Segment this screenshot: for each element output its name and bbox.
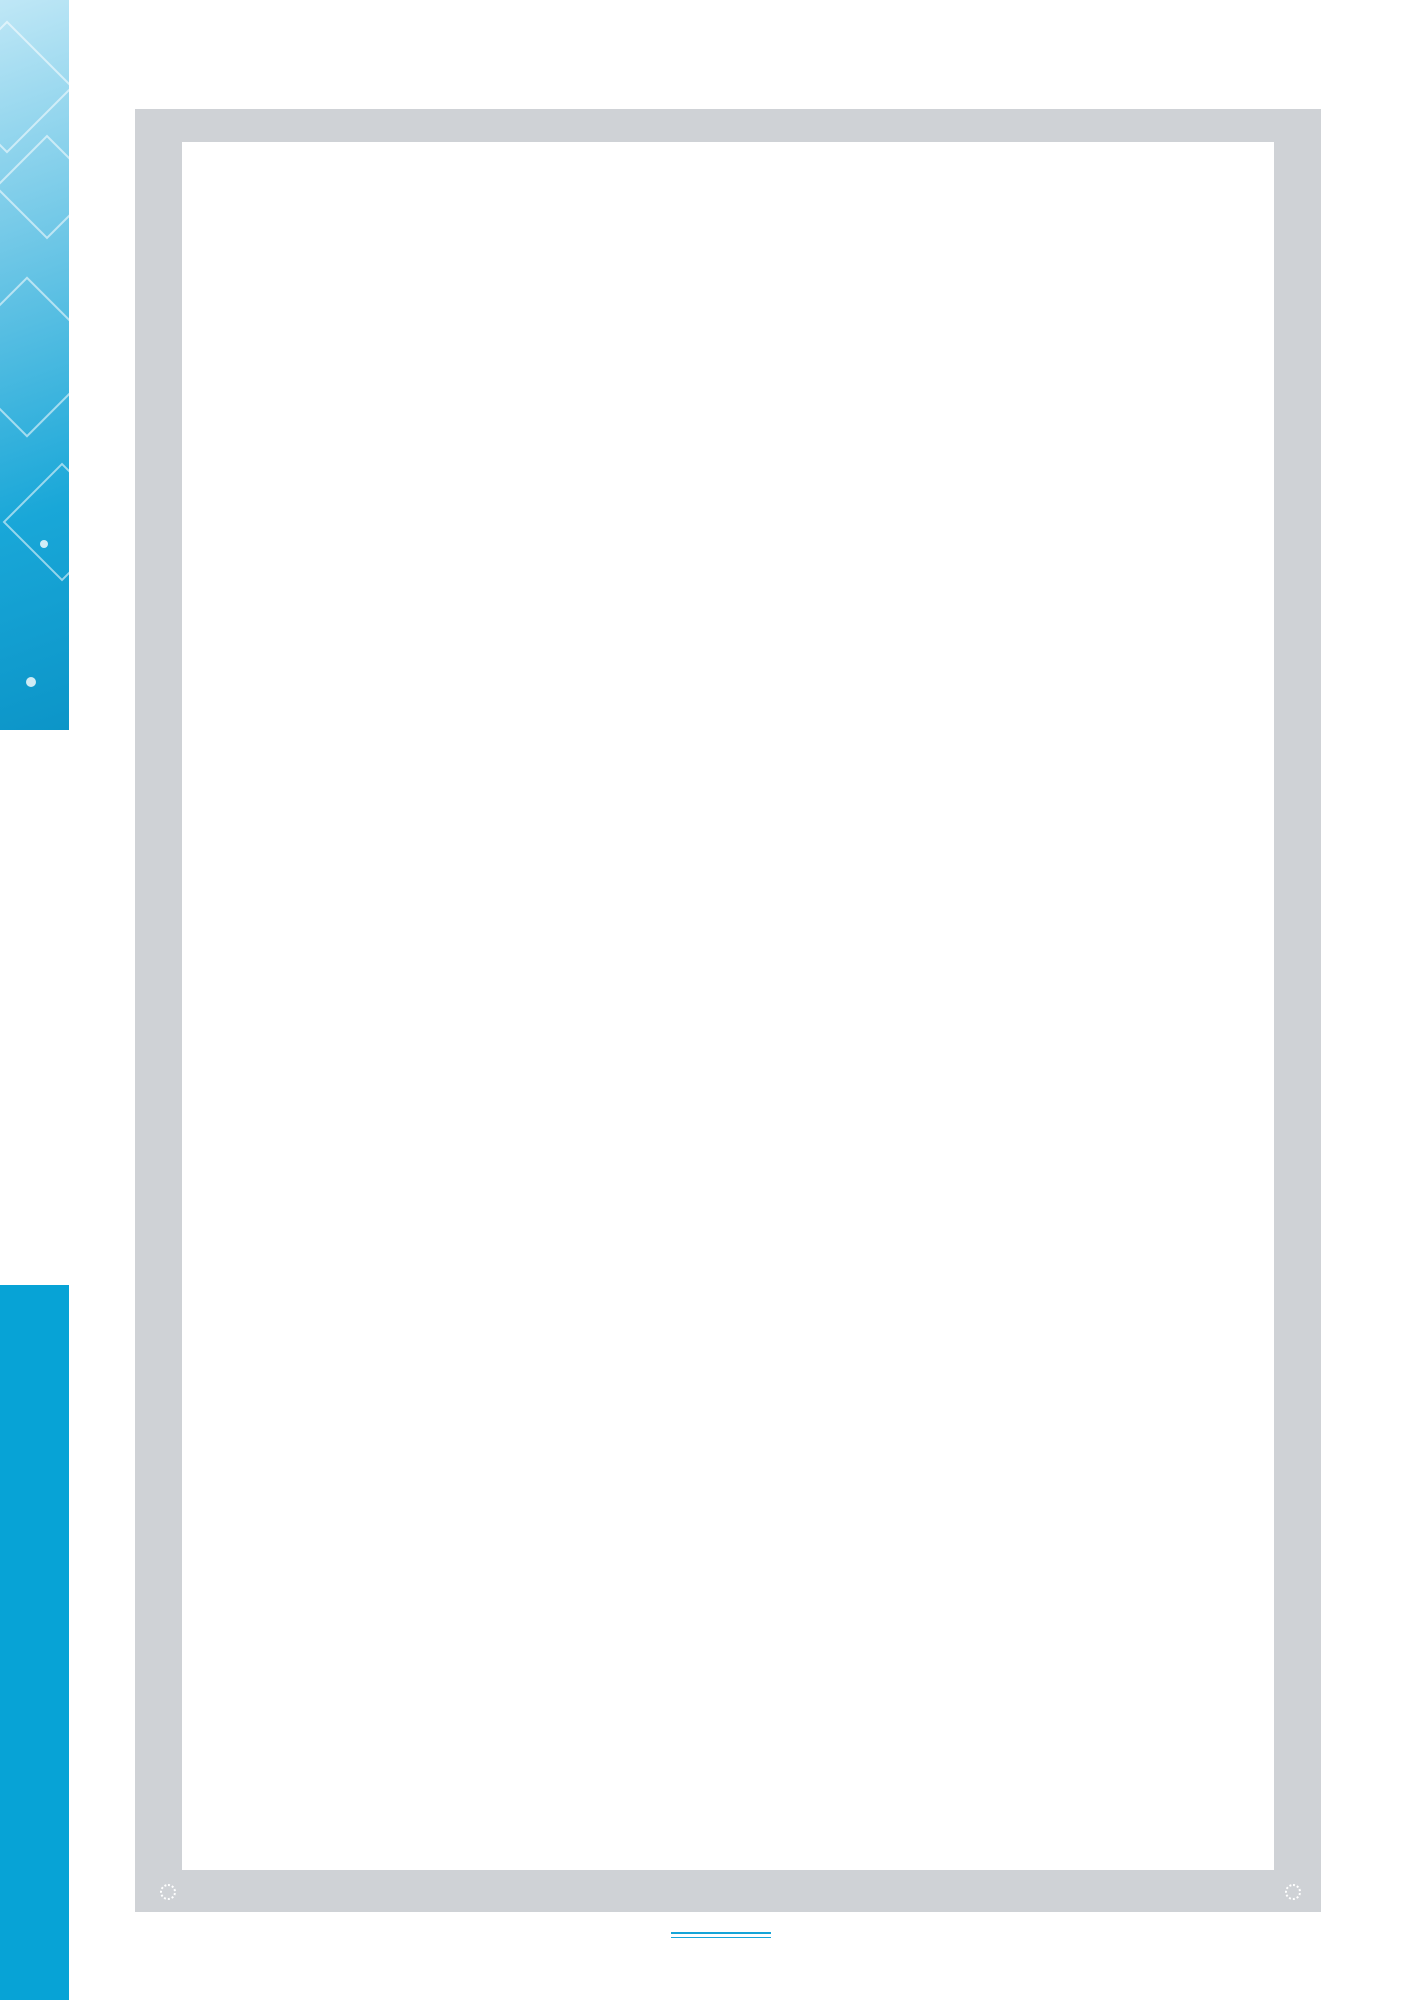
- decorative-band-middle: [0, 730, 69, 1285]
- corner-ornament-left: [160, 1884, 176, 1900]
- corner-ornament-right: [1285, 1884, 1301, 1900]
- guide-panel: [182, 142, 1274, 1870]
- decorative-band-bottom: [0, 1285, 69, 2000]
- page-footer: [671, 1932, 771, 1944]
- decorative-band-top: [0, 0, 69, 730]
